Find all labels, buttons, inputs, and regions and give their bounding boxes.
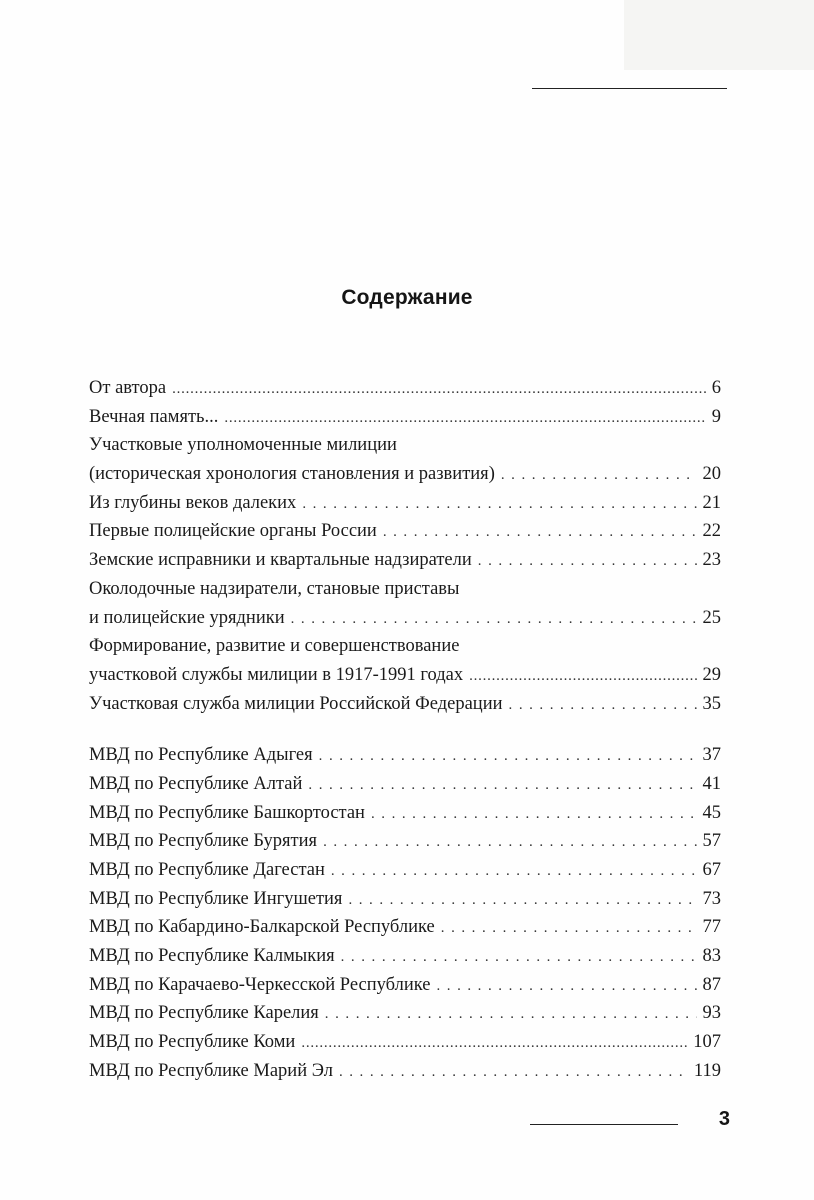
dot-leader [319,742,697,771]
dot-leader [325,1000,697,1029]
toc-entry-title: Из глубины веков далеких [89,492,297,513]
toc-entry-page: 29 [702,664,721,685]
toc-entry-title-line[interactable]: Участковые уполномоченные милиции [89,435,397,456]
toc-entry-page: 57 [702,831,721,852]
dot-leader [331,857,697,886]
toc-entry-page: 77 [702,917,721,938]
toc-entry-page: 35 [702,693,721,714]
toc-entry[interactable] [89,403,721,432]
toc-entry[interactable] [89,971,721,1000]
toc-entry[interactable] [89,690,721,719]
toc-entry-title: МВД по Республике Карелия [89,1003,319,1024]
toc-entry-title: МВД по Республике Ингушетия [89,888,343,909]
toc-entry-page: 41 [702,773,721,794]
toc-entry-title: МВД по Карачаево-Черкесской Республике [89,974,431,995]
toc-entry[interactable] [89,1057,721,1086]
dot-leader [301,1029,687,1058]
toc-entry-page: 45 [702,802,721,823]
toc-entry-title: От автора [89,378,167,398]
toc-entry[interactable] [89,1028,721,1057]
toc-entry-page: 25 [702,607,721,628]
toc-entry[interactable] [89,827,721,856]
dot-leader [478,547,697,576]
toc-entry-title: участковой службы милиции в 1917-1991 годах [89,664,464,685]
toc-entry-page: 73 [702,888,721,909]
dot-leader [509,691,697,720]
toc-entry[interactable] [89,374,721,403]
toc-entry[interactable] [89,999,721,1028]
dot-leader [341,943,697,972]
toc-entry[interactable] [89,489,721,518]
dot-leader [308,771,696,800]
toc-entry[interactable] [89,942,721,971]
dot-leader [371,800,697,829]
toc-entry-title: МВД по Кабардино-Балкарской Республике [89,917,435,938]
dot-leader [383,518,697,547]
toc-entry[interactable] [89,460,721,489]
page-number: 3 [718,1108,730,1130]
toc-entry-title: Участковая служба милиции Российской Федерации [89,693,503,714]
dot-leader [348,886,696,915]
toc-entry-title: МВД по Республике Башкортостан [89,802,365,823]
dot-leader [441,914,697,943]
toc-entry-title: (историческая хронология становления и развития) [89,464,495,485]
toc-entry-page: 37 [702,745,721,766]
toc-entry-page: 6 [711,378,721,398]
toc-entry-page: 107 [693,1032,721,1053]
toc-entry[interactable] [89,741,721,770]
toc-entry-title: Первые полицейские органы России [89,521,377,542]
toc-entry[interactable] [89,856,721,885]
dot-leader [501,461,697,490]
toc-entry-title: МВД по Республике Калмыкия [89,946,335,967]
toc-entry-page: 93 [702,1003,721,1024]
toc-entry-page: 87 [702,974,721,995]
dot-leader [339,1058,688,1087]
toc-entry-title: МВД по Республике Адыгея [89,745,313,766]
toc-entry-title: Вечная память... [89,406,219,427]
toc-entry[interactable] [89,913,721,942]
dot-leader [436,972,696,1001]
table-of-contents [89,374,721,1086]
toc-entry-page: 22 [702,521,721,542]
toc-entry-title-line[interactable]: Формирование, развитие и совершенствование [89,636,460,657]
toc-entry-page: 67 [702,860,721,880]
toc-entry-page: 83 [702,946,721,967]
dot-leader [291,605,697,634]
toc-entry-page: 9 [711,406,721,427]
toc-entry[interactable] [89,770,721,799]
toc-entry[interactable] [89,604,721,633]
toc-entry-title: и полицейские урядники [89,607,285,628]
toc-entry[interactable] [89,517,721,546]
toc-entry[interactable] [89,799,721,828]
dot-leader [302,490,696,519]
toc-entry[interactable] [89,661,721,690]
toc-entry-title-line[interactable]: Околодочные надзиратели, становые приставы [89,578,460,599]
dot-leader [323,828,696,857]
scan-shade [624,0,814,70]
toc-entry-page: 23 [702,550,721,571]
dot-leader [469,662,696,691]
page-title: Содержание [341,286,473,309]
toc-entry[interactable] [89,885,721,914]
toc-entry-title: МВД по Республике Дагестан [89,860,325,880]
toc-entry[interactable] [89,546,721,575]
toc-entry-page: 119 [693,1060,721,1081]
dot-leader [224,404,705,433]
toc-entry-title: МВД по Республике Марий Эл [89,1060,333,1081]
dot-leader [172,375,706,404]
toc-entry-title: МВД по Республике Коми [89,1032,296,1053]
toc-entry-title: Земские исправники и квартальные надзиратели [89,550,472,571]
header-rule [532,88,727,89]
toc-entry-title: МВД по Республике Бурятия [89,831,318,852]
toc-entry-page: 20 [702,464,721,485]
toc-entry-page: 21 [702,492,721,513]
toc-entry-title: МВД по Республике Алтай [89,773,303,794]
footer-rule [530,1124,678,1125]
